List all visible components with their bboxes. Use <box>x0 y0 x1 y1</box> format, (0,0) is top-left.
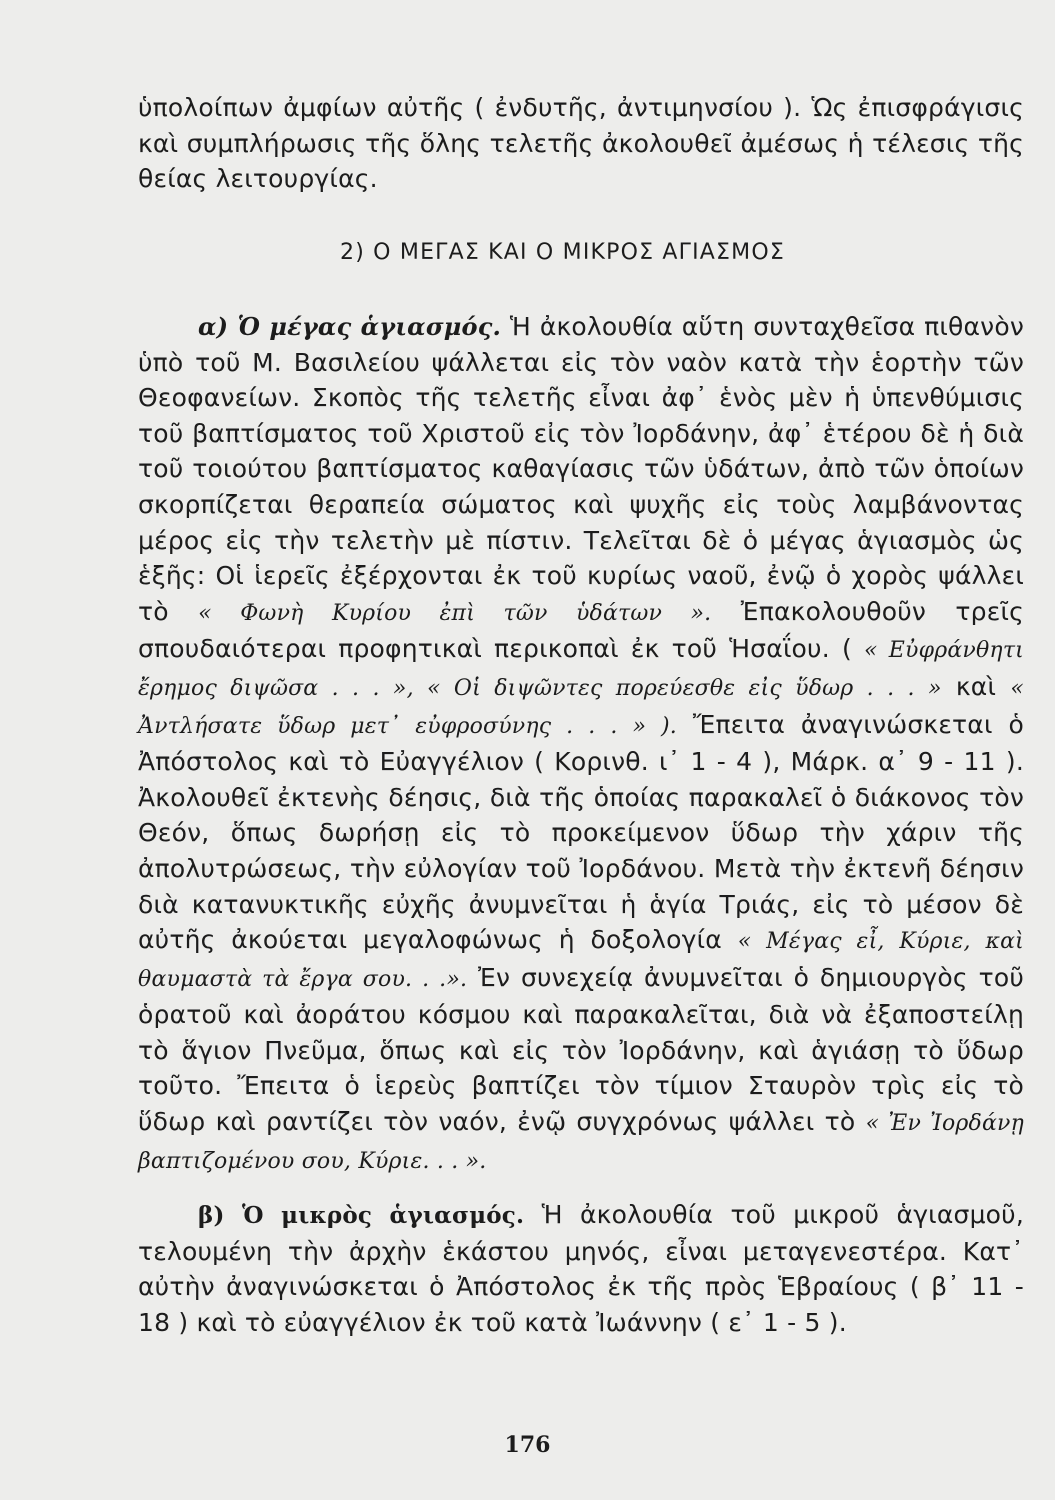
section-b-heading: β) Ὁ μικρὸς ἁγιασμός. <box>198 1202 525 1229</box>
intro-paragraph: ὑπολοίπων ἀμφίων αὐτῆς ( ἐνδυτῆς, ἀντιμηνσίου ). Ὡς ἐπισφράγισις καὶ συμπλήρωσις τῆς ὅλης τελετῆς ἀκολουθεῖ ἀμέσως ἡ τέλεσις τῆς θείας λειτουργίας. <box>138 93 1024 194</box>
section-a-text-4: Ἔπειτα ἀναγινώσκεται ὁ Ἀπόστολος καὶ τὸ Εὐαγγέλιον ( Κορινθ. ι᾽ 1 - 4 ), Μάρκ. α᾽ 9 - 11 ). Ἀκολουθεῖ ἐκτενὴς δέησις, διὰ τῆς ὁποίας παρακαλεῖ ὁ διάκονος τὸν Θεόν, ὅπως δωρήσῃ εἰς τὸ προκείμενον ὕδωρ τὴν χάριν τῆς ἀπολυτρώσεως, τὴν εὐλογίαν τοῦ Ἰορδάνου. Μετὰ τὴν ἐκτενῆ δέησιν διὰ κατανυκτικῆς εὐχῆς ἀνυμνεῖται ἡ ἁγία Τριάς, εἰς τὸ μέσον δὲ αὐτῆς ἀκούεται μεγαλοφώνως ἡ δοξολογία <box>138 709 1024 955</box>
section-b-text: Ἡ ἀκολουθία τοῦ μικροῦ ἁγιασμοῦ, τελουμένη τὴν ἀρχὴν ἑκάστου μηνός, εἶναι μεταγενεστέρα. Κατ᾽ αὐτὴν ἀναγινώσκεται ὁ Ἀπόστολος ἐκ τῆς πρὸς Ἑβραίους ( β᾽ 11 - 18 ) καὶ τὸ εὐαγγέλιον ἐκ τοῦ κατὰ Ἰωάννην ( ε᾽ 1 - 5 ). <box>138 1200 1024 1337</box>
section-a-paragraph <box>138 309 1024 1179</box>
page-number: 176 <box>504 1432 551 1458</box>
section-a-text-3: καὶ <box>955 671 997 701</box>
quote-2: « Εὐφράνθητι ἔρημος διψῶσα . . . », « Οἱ διψῶντες πορεύεσθε εἰς ὕδωρ . . . » <box>138 638 1025 701</box>
section-b-paragraph <box>138 1197 1024 1340</box>
section-heading: 2) Ο ΜΕΓΑΣ ΚΑΙ Ο ΜΙΚΡΟΣ ΑΓΙΑΣΜΟΣ <box>340 240 785 265</box>
section-a-text-5: Ἐν συνεχείᾳ ἀνυμνεῖται ὁ δημιουργὸς τοῦ ὁρατοῦ καὶ ἀοράτου κόσμου καὶ παρακαλεῖται, διὰ νὰ ἐξαποστείλῃ τὸ ἅγιον Πνεῦμα, ὅπως καὶ εἰς τὸν Ἰορδάνην, καὶ ἁγιάσῃ τὸ ὕδωρ τοῦτο. Ἔπειτα ὁ ἱερεὺς βαπτίζει τὸν τίμιον Σταυρὸν τρὶς εἰς τὸ ὕδωρ καὶ ραντίζει τὸν ναόν, ἐνῷ συγχρόνως ψάλλει τὸ <box>138 962 1024 1137</box>
quote-3: « Ἀντλήσατε ὕδωρ μετ᾽ εὐφροσύνης . . . » ). <box>138 675 1024 739</box>
section-a-text-2: Ἐπακολουθοῦν τρεῖς σπουδαιότεραι προφητικαὶ περικοπαὶ ἐκ τοῦ Ἡσαΐου. ( <box>138 596 1024 664</box>
quote-4: « Μέγας εἶ, Κύριε, καὶ θαυμαστὰ τὰ ἔργα σου. . .». <box>138 929 1024 992</box>
quote-1: « Φωνὴ Κυρίου ἐπὶ τῶν ὑδάτων ». <box>198 600 712 626</box>
section-a-heading: α) Ὁ μέγας ἁγιασμός. <box>198 312 502 341</box>
section-a-text-1: Ἡ ἀκολουθία αὕτη συνταχθεῖσα πιθανὸν ὑπὸ τοῦ Μ. Βασιλείου ψάλλεται εἰς τὸν ναὸν κατὰ τὴν ἑορτὴν τῶν Θεοφανείων. Σκοπὸς τῆς τελετῆς εἶναι ἀφ᾽ ἑνὸς μὲν ἡ ὑπενθύμισις τοῦ βαπτίσματος τοῦ Χριστοῦ εἰς τὸν Ἰορδάνην, ἀφ᾽ ἑτέρου δὲ ἡ διὰ τοῦ τοιούτου βαπτίσματος καθαγίασις τῶν ὑδάτων, ἀπὸ τῶν ὁποίων σκορπίζεται θεραπεία σώματος καὶ ψυχῆς εἰς τοὺς λαμβάνοντας μέρος εἰς τὴν τελετὴν μὲ πίστιν. Τελεῖται δὲ ὁ μέγας ἁγιασμὸς ὡς ἑξῆς: Οἱ ἱερεῖς ἐξέρχονται ἐκ τοῦ κυρίως ναοῦ, ἐνῷ ὁ χορὸς ψάλλει τὸ <box>138 312 1024 626</box>
quote-5: « Ἐν Ἰορδάνῃ βαπτιζομένου σου, Κύριε. . . ». <box>138 1111 1024 1174</box>
